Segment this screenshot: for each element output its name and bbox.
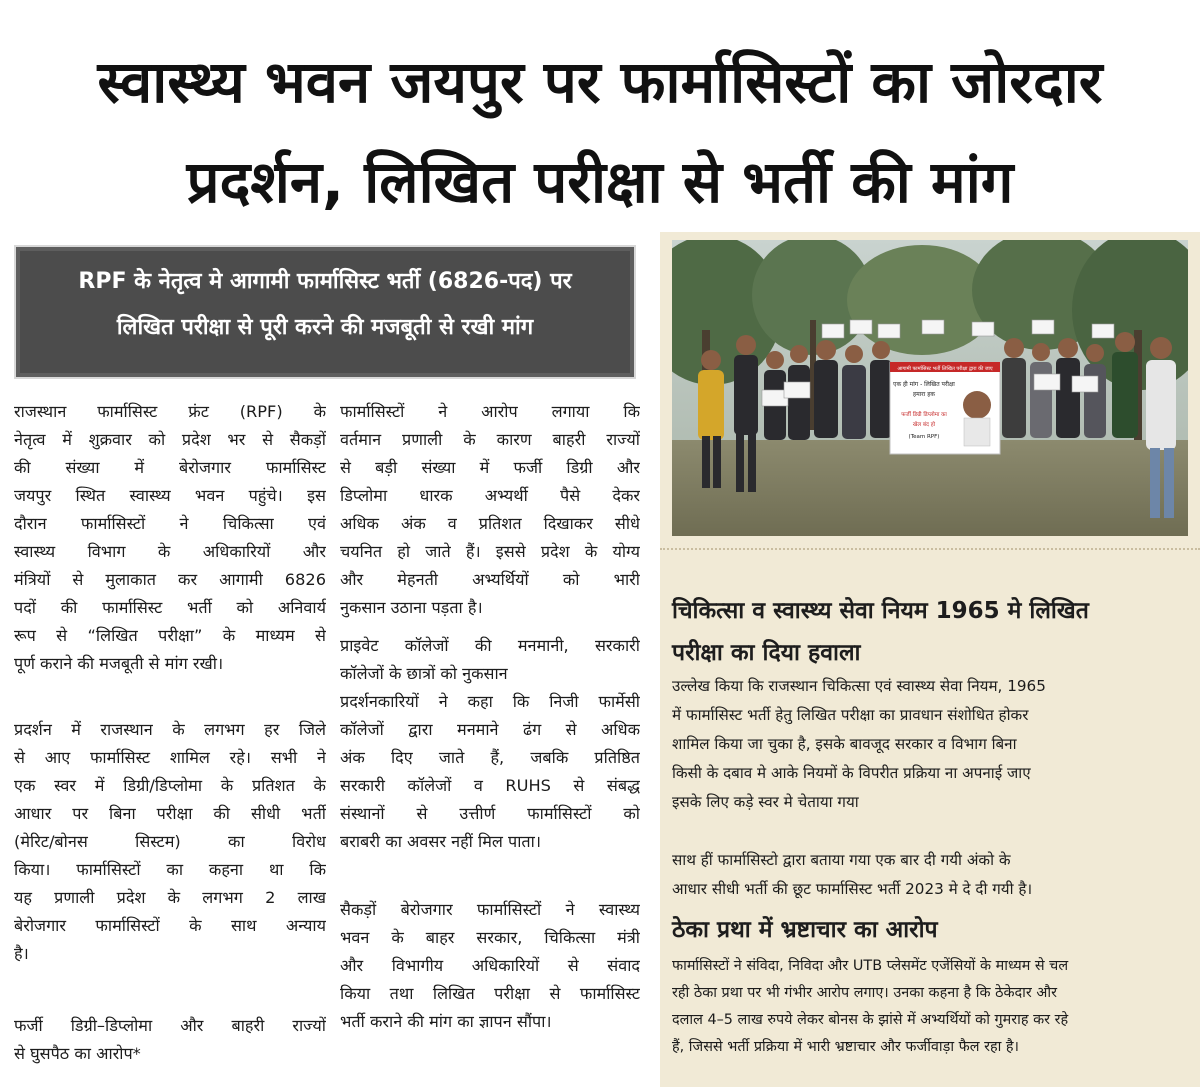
banner-portrait: [963, 391, 991, 419]
text-line: शामिल किया जा चुका है, इसके बावजूद सरकार व विभाग बिना: [672, 735, 1017, 753]
protest-banner-line-4: फर्जी डिग्री डिप्लोमा का: [901, 412, 947, 418]
right-heading-1: [672, 590, 1192, 674]
text-line: अंक दिए जाते हैं, जबकि प्रतिष्ठित: [340, 748, 640, 767]
text-line: पूर्ण कराने की मजबूती से मांग रखी।: [14, 654, 224, 673]
protest-banner-line-5: खेल बंद हो: [912, 422, 936, 428]
protest-banner-line-3: हमारा हक: [912, 391, 936, 398]
text-line: कॉलेजों द्वारा मनमाने ढंग से अधिक: [340, 720, 640, 739]
text-line: सैकड़ों बेरोजगार फार्मासिस्टों ने स्वास्थ्य: [340, 900, 640, 919]
text-line: राजस्थान फार्मासिस्ट फ्रंट (RPF) के: [14, 402, 326, 421]
text-line: नेतृत्व में शुक्रवार को प्रदेश भर से सैकड़ों: [14, 430, 326, 449]
banner-line-1: RPF के नेतृत्व मे आगामी फार्मासिस्ट भर्ती (6826-पद) पर: [78, 269, 572, 294]
text-line: डिप्लोमा धारक अभ्यर्थी पैसे देकर: [340, 486, 640, 505]
text-line: है।: [14, 944, 29, 963]
text-line: किया। फार्मासिस्टों का कहना था कि: [14, 860, 326, 879]
text-line: आधार पर बिना परीक्षा की सीधी भर्ती: [14, 804, 326, 823]
text-line: नुकसान उठाना पड़ता है।: [340, 598, 483, 617]
text-line: फार्मासिस्टों ने संविदा, निविदा और UTB प्लेसमेंट एजेंसियों के माध्यम से चल: [672, 958, 1069, 974]
text-line: प्रदर्शनकारियों ने कहा कि निजी फार्मेसी: [340, 692, 640, 711]
right-column-paragraph-3: [672, 952, 1188, 1060]
text-line: इसके लिए कड़े स्वर मे चेताया गया: [672, 793, 859, 811]
middle-column-paragraph-2: [340, 632, 640, 856]
text-line: साथ हीं फार्मासिस्टो द्वारा बताया गया एक बार दी गयी अंको के: [672, 851, 1011, 869]
middle-column-paragraph-3: [340, 896, 640, 1036]
text-line: स्वास्थ्य विभाग के अधिकारियों और: [14, 542, 326, 561]
text-line: भर्ती कराने की मांग का ज्ञापन सौंपा।: [340, 1012, 552, 1031]
right-column-paragraph-1: [672, 672, 1188, 817]
text-line: बेरोजगार फार्मासिस्टों के साथ अन्याय: [14, 916, 326, 935]
text-line: प्रदर्शन में राजस्थान के लगभग हर जिले: [14, 720, 326, 739]
protest-banner-line-1: आगामी फार्मासिस्ट भर्ती लिखित परीक्षा द्वारा की जाए: [897, 366, 993, 372]
text-line: पदों की फार्मासिस्ट भर्ती को अनिवार्य: [14, 598, 326, 617]
protest-banner: [890, 362, 1000, 454]
protest-photo-illustration: [672, 240, 1188, 536]
text-line: संस्थानों से उत्तीर्ण फार्मासिस्टों को: [340, 804, 640, 823]
headline-line-1: स्वास्थ्य भवन जयपुर पर फार्मासिस्टों का जोरदार: [97, 48, 1103, 116]
text-line: यह प्रणाली प्रदेश के लगभग 2 लाख: [14, 888, 326, 907]
text-line: किया तथा लिखित परीक्षा से फार्मासिस्ट: [340, 984, 640, 1003]
right-heading-1-line-2: परीक्षा का दिया हवाला: [672, 640, 861, 666]
text-line: और विभागीय अधिकारियों से संवाद: [340, 956, 640, 975]
text-line: (मेरिट/बोनस सिस्टम) का विरोध: [14, 832, 326, 851]
right-heading-2: ठेका प्रथा में भ्रष्टाचार का आरोप: [672, 917, 938, 943]
right-column-paragraph-2: [672, 846, 1188, 904]
text-line: सरकारी कॉलेजों व RUHS से संबद्ध: [340, 776, 640, 795]
text-line: हैं, जिससे भर्ती प्रक्रिया में भारी भ्रष्टाचार और फर्जीवाड़ा फैल रहा है।: [672, 1039, 1020, 1055]
text-line: और मेहनती अभ्यर्थियों को भारी: [340, 570, 640, 589]
text-line: से घुसपैठ का आरोप*: [14, 1044, 141, 1063]
text-line: अधिक अंक व प्रतिशत दिखाकर सीधे: [340, 514, 640, 533]
section-divider: [660, 548, 1200, 550]
banner-line-2: लिखित परीक्षा से पूरी करने की मजबूती से रखी मांग: [116, 315, 534, 340]
text-line: कॉलेजों के छात्रों को नुकसान: [340, 664, 508, 683]
text-line: किसी के दबाव मे आके नियमों के विपरीत प्रक्रिया ना अपनाई जाए: [672, 764, 1031, 782]
headline: [0, 0, 1200, 232]
subheading-banner-inner: [20, 251, 630, 373]
middle-column-paragraph-1: [340, 398, 640, 622]
protest-banner-line-6: (Team RPF): [908, 434, 940, 440]
text-line: आधार सीधी भर्ती की छूट फार्मासिस्ट भर्ती 2023 मे दे दी गयी है।: [672, 880, 1033, 898]
text-line: में फार्मासिस्ट भर्ती हेतु लिखित परीक्षा का प्रावधान संशोधित होकर: [672, 706, 1029, 724]
right-heading-1-line-1: चिकित्सा व स्वास्थ्य सेवा नियम 1965 मे लिखित: [672, 598, 1089, 624]
text-line: चयनित हो जाते हैं। इससे प्रदेश के योग्य: [340, 542, 640, 561]
text-line: वर्तमान प्रणाली के कारण बाहरी राज्यों: [340, 430, 640, 449]
text-line: से आए फार्मासिस्ट शामिल रहे। सभी ने: [14, 748, 326, 767]
text-line: फार्मासिस्टों ने आरोप लगाया कि: [340, 402, 640, 421]
text-line: बराबरी का अवसर नहीं मिल पाता।: [340, 832, 541, 851]
protest-banner-line-2: एक ही मांग - लिखित परीक्षा: [893, 381, 955, 388]
text-line: जयपुर स्थित स्वास्थ्य भवन पहुंचे। इस: [14, 486, 326, 505]
left-column-paragraph-3: [14, 1012, 326, 1068]
text-line: रूप से “लिखित परीक्षा” के माध्यम से: [14, 626, 326, 645]
text-line: उल्लेख किया कि राजस्थान चिकित्सा एवं स्वास्थ्य सेवा नियम, 1965: [672, 677, 1046, 695]
text-line: प्राइवेट कॉलेजों की मनमानी, सरकारी: [340, 636, 640, 655]
text-line: रही ठेका प्रथा पर भी गंभीर आरोप लगाए। उनका कहना है कि ठेकेदार और: [672, 985, 1057, 1001]
text-line: दलाल 4–5 लाख रुपये लेकर बोनस के झांसे में अभ्यर्थियों को गुमराह कर रहे: [672, 1012, 1069, 1028]
subheading-banner: [14, 245, 636, 379]
protest-photo: [672, 240, 1188, 536]
text-line: भवन के बाहर सरकार, चिकित्सा मंत्री: [340, 928, 640, 947]
text-line: से बड़ी संख्या में फर्जी डिग्री और: [340, 458, 640, 477]
text-line: दौरान फार्मासिस्टों ने चिकित्सा एवं: [14, 514, 326, 533]
headline-line-2: प्रदर्शन, लिखित परीक्षा से भर्ती की मांग: [186, 148, 1014, 216]
text-line: फर्जी डिग्री–डिप्लोमा और बाहरी राज्यों: [14, 1016, 326, 1035]
left-column-paragraph-2: [14, 716, 326, 968]
text-line: मंत्रियों से मुलाकात कर आगामी 6826: [14, 570, 326, 589]
left-column-paragraph-1: [14, 398, 326, 678]
text-line: एक स्वर में डिग्री/डिप्लोमा के प्रतिशत के: [14, 776, 326, 795]
text-line: की संख्या में बेरोजगार फार्मासिस्ट: [14, 458, 326, 477]
